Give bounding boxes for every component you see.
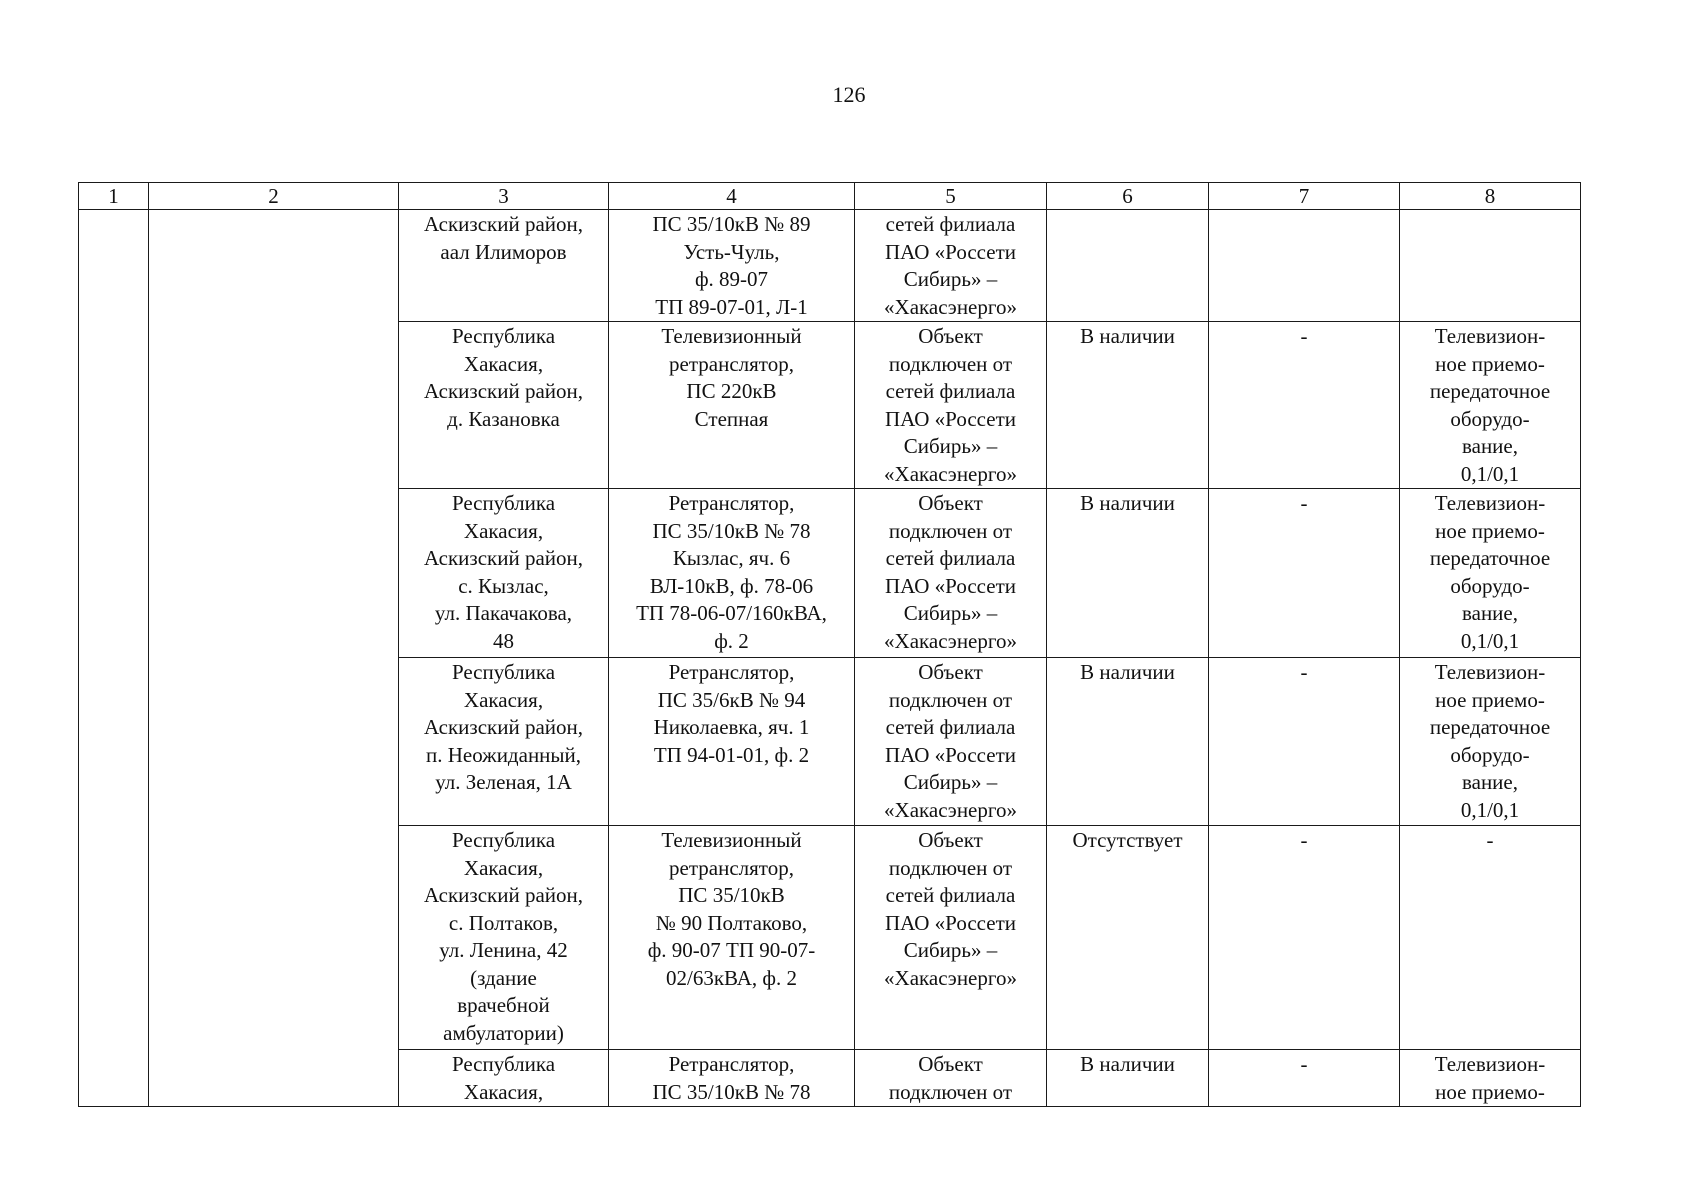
availability-cell: В наличии (1047, 322, 1209, 489)
availability-cell (1047, 210, 1209, 322)
address-cell: Республика Хакасия, (399, 1050, 609, 1107)
page-number: 126 (832, 82, 866, 107)
col7-cell: - (1209, 322, 1400, 489)
equipment-cell: Ретранслятор, ПС 35/10кВ № 78 (609, 1050, 855, 1107)
address-cell: Республика Хакасия, Аскизский район, с. Полтаков, ул. Ленина, 42 (здание врачебной амбулатории) (399, 826, 609, 1050)
equipment-cell: Ретранслятор, ПС 35/6кВ № 94 Николаевка, яч. 1 ТП 94-01-01, ф. 2 (609, 658, 855, 826)
col7-cell: - (1209, 658, 1400, 826)
col7-cell: - (1209, 1050, 1400, 1107)
header-cell-2: 2 (149, 183, 399, 210)
equipment-type-cell: - (1400, 826, 1581, 1050)
header-cell-4: 4 (609, 183, 855, 210)
power-source-cell: Объект подключен от (855, 1050, 1047, 1107)
col7-cell: - (1209, 489, 1400, 658)
header-cell-8: 8 (1400, 183, 1581, 210)
equipment-type-cell: Телевизион- ное приемо- передаточное оборудо- вание, 0,1/0,1 (1400, 489, 1581, 658)
header-cell-3: 3 (399, 183, 609, 210)
power-source-cell: Объект подключен от сетей филиала ПАО «Россети Сибирь» – «Хакасэнерго» (855, 322, 1047, 489)
availability-cell: В наличии (1047, 489, 1209, 658)
power-source-cell: Объект подключен от сетей филиала ПАО «Россети Сибирь» – «Хакасэнерго» (855, 658, 1047, 826)
equipment-cell: Телевизионный ретранслятор, ПС 35/10кВ № 90 Полтаково, ф. 90-07 ТП 90-07- 02/63кВА, ф. 2 (609, 826, 855, 1050)
power-source-cell: сетей филиала ПАО «Россети Сибирь» – «Хакасэнерго» (855, 210, 1047, 322)
availability-cell: Отсутствует (1047, 826, 1209, 1050)
table-row (79, 210, 1581, 322)
power-source-cell: Объект подключен от сетей филиала ПАО «Россети Сибирь» – «Хакасэнерго» (855, 489, 1047, 658)
availability-cell: В наличии (1047, 658, 1209, 826)
header-cell-6: 6 (1047, 183, 1209, 210)
header-cell-5: 5 (855, 183, 1047, 210)
equipment-type-cell (1400, 210, 1581, 322)
equipment-cell: Ретранслятор, ПС 35/10кВ № 78 Кызлас, яч. 6 ВЛ-10кВ, ф. 78-06 ТП 78-06-07/160кВА, ф. 2 (609, 489, 855, 658)
equipment-cell: Телевизионный ретранслятор, ПС 220кВ Степная (609, 322, 855, 489)
equipment-type-cell: Телевизион- ное приемо- (1400, 1050, 1581, 1107)
equipment-type-cell: Телевизион- ное приемо- передаточное оборудо- вание, 0,1/0,1 (1400, 322, 1581, 489)
address-cell: Республика Хакасия, Аскизский район, п. Неожиданный, ул. Зеленая, 1А (399, 658, 609, 826)
data-table (78, 182, 1581, 1107)
header-row (79, 183, 1581, 210)
availability-cell: В наличии (1047, 1050, 1209, 1107)
col7-cell: - (1209, 826, 1400, 1050)
merged-cell-col-1 (79, 210, 149, 1107)
col7-cell (1209, 210, 1400, 322)
header-cell-7: 7 (1209, 183, 1400, 210)
power-source-cell: Объект подключен от сетей филиала ПАО «Россети Сибирь» – «Хакасэнерго» (855, 826, 1047, 1050)
address-cell: Республика Хакасия, Аскизский район, д. Казановка (399, 322, 609, 489)
equipment-cell: ПС 35/10кВ № 89 Усть-Чуль, ф. 89-07 ТП 89-07-01, Л-1 (609, 210, 855, 322)
address-cell: Аскизский район, аал Илиморов (399, 210, 609, 322)
merged-cell-col-2 (149, 210, 399, 1107)
header-cell-1: 1 (79, 183, 149, 210)
address-cell: Республика Хакасия, Аскизский район, с. Кызлас, ул. Пакачакова, 48 (399, 489, 609, 658)
equipment-type-cell: Телевизион- ное приемо- передаточное оборудо- вание, 0,1/0,1 (1400, 658, 1581, 826)
